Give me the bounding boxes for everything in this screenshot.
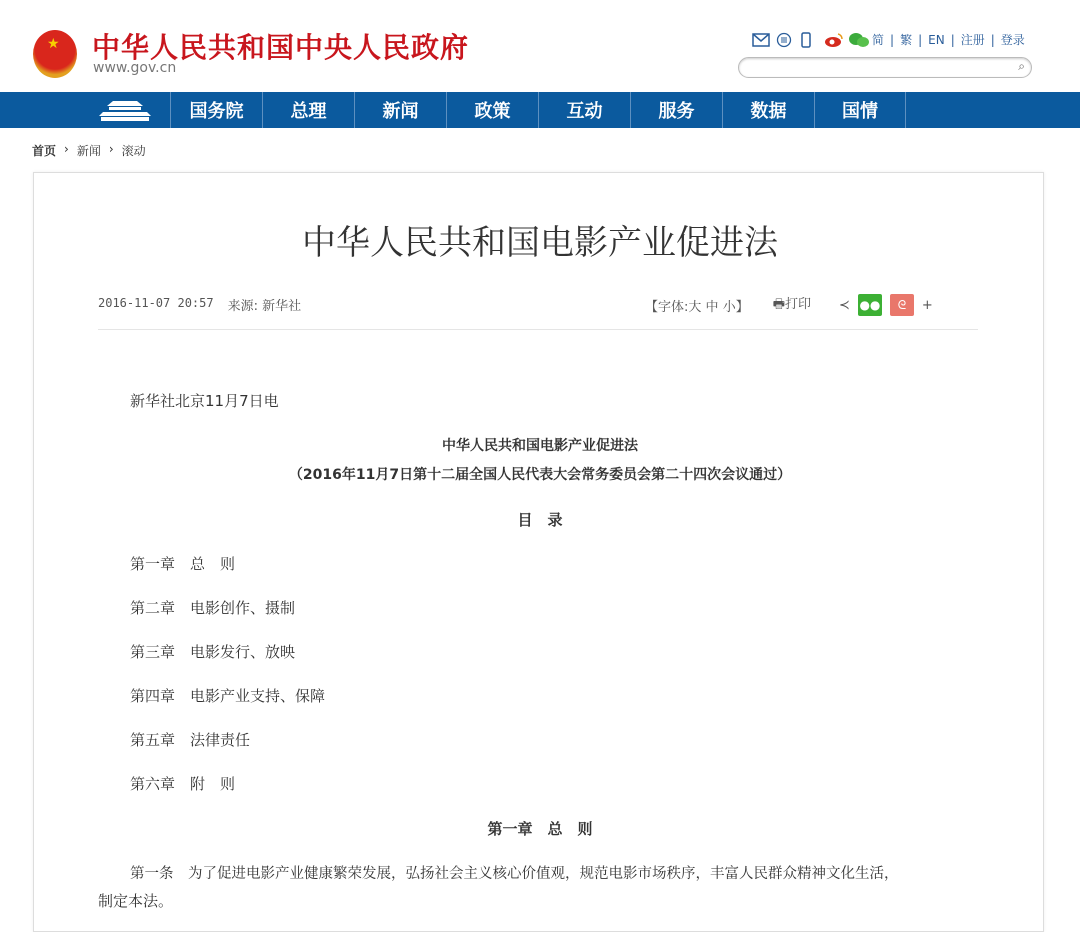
nav-item-news[interactable]: 新闻 — [354, 92, 446, 128]
header-tools: 简 | 繁 | EN | 注册 | 登录 — [752, 31, 1025, 48]
toc-item: 第二章 电影创作、摄制 — [130, 599, 296, 617]
breadcrumb-scroll[interactable]: 滚动 — [121, 144, 146, 158]
chapter-heading: 第一章 总 则 — [487, 820, 593, 838]
site-title[interactable]: 中华人民共和国中央人民政府 — [92, 31, 470, 64]
article-paragraph: 第一条 为了促进电影产业健康繁荣发展，弘扬社会主义核心价值观，规范电影市场秩序，丰富人民群众精神文化生活， — [130, 866, 899, 882]
breadcrumb-home[interactable]: 首页 — [32, 144, 57, 158]
publish-date: 2016-11-07 20:57 — [98, 296, 214, 310]
article-title: 中华人民共和国电影产业促进法 — [302, 223, 778, 263]
font-medium-button[interactable]: 中 — [705, 299, 719, 315]
more-share-button[interactable]: + — [921, 297, 933, 313]
site-url[interactable]: www.gov.cn — [93, 60, 177, 76]
nav-item-state-council[interactable]: 国务院 — [170, 92, 262, 128]
divider — [98, 329, 978, 330]
font-small-button[interactable]: 小】 — [722, 299, 749, 315]
nav-item-data[interactable]: 数据 — [722, 92, 814, 128]
nav-item-services[interactable]: 服务 — [630, 92, 722, 128]
weibo-share-icon[interactable]: ᘓ — [890, 294, 914, 316]
login-link[interactable]: 登录 — [1000, 33, 1025, 47]
article-meta — [98, 295, 301, 314]
breadcrumb — [32, 142, 146, 159]
mail-icon[interactable] — [752, 32, 770, 48]
law-title: 中华人民共和国电影产业促进法 — [442, 438, 638, 454]
wechat-share-icon[interactable]: ●● — [858, 294, 882, 316]
lang-simplified-link[interactable]: 简 — [872, 33, 885, 47]
article-tools — [645, 293, 933, 317]
toc-item: 第五章 法律责任 — [130, 731, 251, 749]
main-nav — [0, 92, 1080, 128]
breadcrumb-news[interactable]: 新闻 — [76, 144, 101, 158]
print-button[interactable]: 🖶打印 — [772, 297, 812, 312]
message-icon[interactable] — [776, 32, 794, 48]
law-subtitle: （2016年11月7日第十二届全国人民代表大会常务委员会第二十四次会议通过） — [288, 467, 792, 483]
chevron-right-icon: › — [108, 142, 114, 156]
lang-traditional-link[interactable]: 繁 — [900, 33, 913, 47]
search-input[interactable] — [738, 57, 1032, 78]
nav-item-interaction[interactable]: 互动 — [538, 92, 630, 128]
nav-item-policy[interactable]: 政策 — [446, 92, 538, 128]
mobile-icon[interactable] — [800, 32, 818, 48]
source: 新华社 — [262, 299, 302, 314]
wechat-icon[interactable] — [848, 32, 866, 48]
national-emblem-logo[interactable]: ★ — [33, 30, 77, 78]
nav-item-national-info[interactable]: 国情 — [814, 92, 906, 128]
font-large-button[interactable]: 大 — [688, 299, 702, 315]
toc-item: 第三章 电影发行、放映 — [130, 643, 296, 661]
article-paragraph-cont: 制定本法。 — [98, 892, 174, 910]
register-link[interactable]: 注册 — [960, 33, 985, 47]
chevron-right-icon: › — [64, 142, 69, 156]
search-icon[interactable]: ⌕ — [1018, 59, 1025, 73]
dateline: 新华社北京11月7日电 — [130, 392, 279, 410]
lang-english-link[interactable]: EN — [928, 32, 945, 47]
toc-item: 第六章 附 则 — [130, 775, 236, 793]
printer-icon: 🖶 — [772, 297, 785, 312]
share-icon[interactable]: ≺ — [839, 297, 850, 313]
toc-item: 第四章 电影产业支持、保障 — [130, 687, 326, 705]
toc-heading: 目 录 — [517, 511, 563, 529]
nav-item-premier[interactable]: 总理 — [262, 92, 354, 128]
font-size-label: 【字体: — [645, 299, 689, 315]
toc-item: 第一章 总 则 — [130, 555, 236, 573]
nav-home-icon[interactable] — [80, 92, 170, 128]
weibo-icon[interactable] — [824, 32, 842, 48]
source-label: 来源: — [227, 299, 258, 314]
